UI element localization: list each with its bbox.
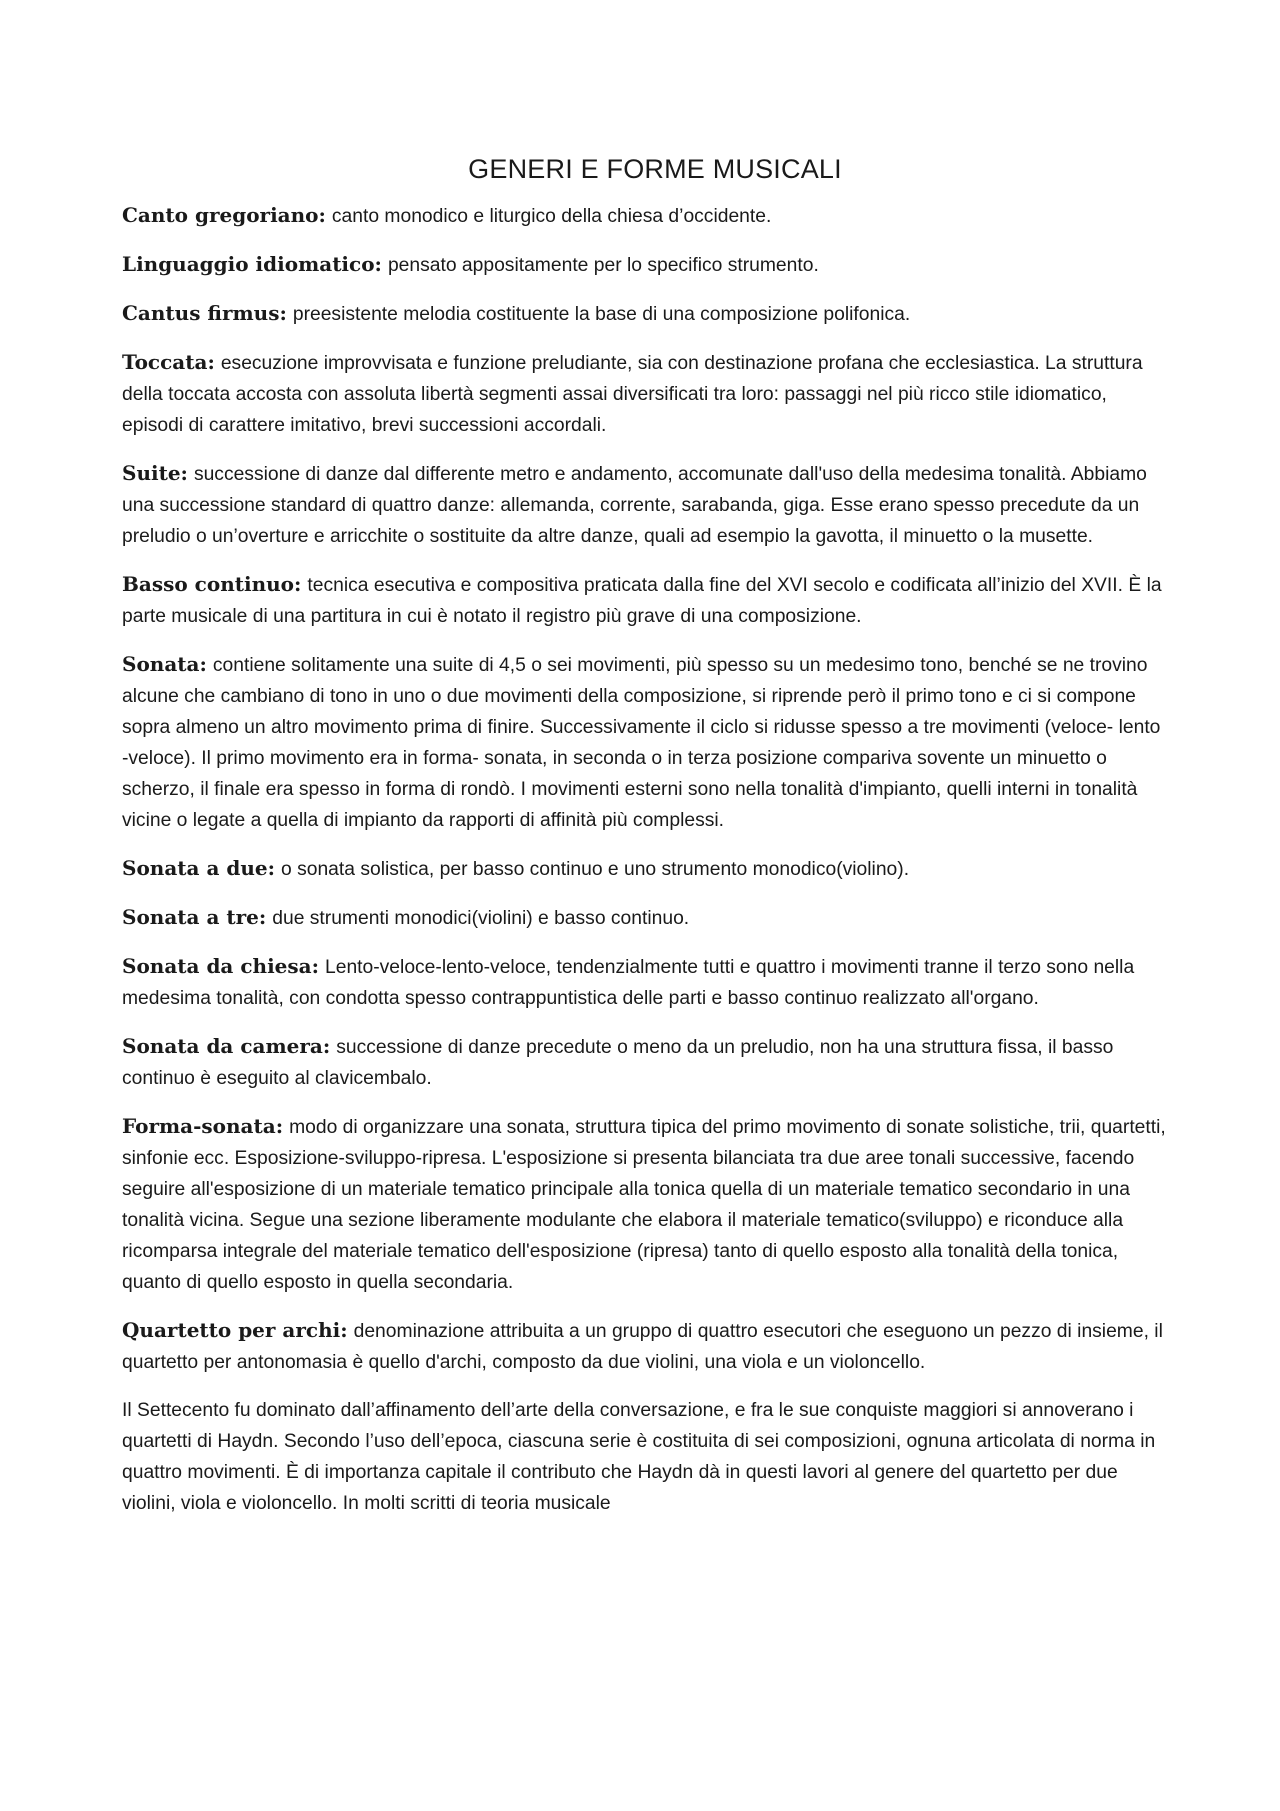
entry-sonata-da-camera	[122, 1031, 1168, 1094]
entry-definition: o sonata solistica, per basso continuo e uno strumento monodico(violino).	[281, 859, 910, 880]
entry-sonata-a-tre	[122, 902, 1168, 934]
entry-term: Forma-sonata:	[122, 1114, 284, 1138]
entry-cantus-firmus	[122, 298, 1168, 330]
entry-sonata-da-chiesa	[122, 951, 1168, 1014]
entry-term: Basso continuo:	[122, 572, 302, 596]
entry-term: Sonata a due:	[122, 856, 275, 880]
entry-definition: successione di danze dal differente metro e andamento, accomunate dall'uso della medesima tonalità. Abbiamo una successione standard di quattro danze: allemanda, corrente, sarabanda, giga. Esse erano spesso precedute da un preludio o un’overture e arricchite o sostituite da altre danze, quali ad esempio la gavotta, il minuetto o la musette.	[122, 464, 1147, 547]
entry-toccata	[122, 347, 1168, 441]
entry-term: Linguaggio idiomatico:	[122, 252, 382, 276]
entry-definition: pensato appositamente per lo specifico strumento.	[387, 255, 819, 276]
entry-term: Canto gregoriano:	[122, 203, 326, 227]
entry-definition: denominazione attribuita a un gruppo di quattro esecutori che eseguono un pezzo di insieme, il quartetto per antonomasia è quello d'archi, composto da due violini, una viola e un violoncello.	[122, 1321, 1163, 1373]
closing-paragraph: Il Settecento fu dominato dall’affinamento dell’arte della conversazione, e fra le sue conquiste maggiori si annoverano i quartetti di Haydn. Secondo l’uso dell’epoca, ciascuna serie è costituita di sei composizioni, ognuna articolata di norma in quattro movimenti. È di importanza capitale il contributo che Haydn dà in questi lavori al genere del quartetto per due violini, viola e violoncello. In molti scritti di teoria musicale	[122, 1400, 1156, 1514]
entry-term: Sonata:	[122, 652, 207, 676]
entry-term: Toccata:	[122, 350, 215, 374]
entry-linguaggio-idiomatico	[122, 249, 1168, 281]
entry-definition: modo di organizzare una sonata, struttura tipica del primo movimento di sonate solistiche, trii, quartetti, sinfonie ecc. Esposizione-sviluppo-ripresa. L'esposizione si presenta bilanciata tra due aree tonali successive, facendo seguire all'esposizione di un materiale tematico principale alla tonica quella di un materiale tematico secondario in una tonalità vicina. Segue una sezione liberamente modulante che elabora il materiale tematico(sviluppo) e riconduce alla ricomparsa integrale del materiale tematico dell'esposizione (ripresa) tanto di quello esposto alla tonalità della tonica, quanto di quello esposto in quella secondaria.	[122, 1117, 1166, 1293]
entry-definition: canto monodico e liturgico della chiesa d’occidente.	[331, 206, 772, 227]
entry-definition: contiene solitamente una suite di 4,5 o sei movimenti, più spesso su un medesimo tono, benché se ne trovino alcune che cambiano di tono in uno o due movimenti della composizione, si riprende però il primo tono e ci si compone sopra almeno un altro movimento prima di finire. Successivamente il ciclo si ridusse spesso a tre movimenti (veloce- lento -veloce). Il primo movimento era in forma- sonata, in seconda o in terza posizione compariva sovente un minuetto o scherzo, il finale era spesso in forma di rondò. I movimenti esterni sono nella tonalità d'impianto, quelli interni in tonalità vicine o legate a quella di impianto da rapporti di affinità più complessi.	[122, 655, 1161, 831]
entry-quartetto-per-archi	[122, 1315, 1168, 1378]
entry-forma-sonata	[122, 1111, 1168, 1298]
entry-definition: esecuzione improvvisata e funzione preludiante, sia con destinazione profana che ecclesiastica. La struttura della toccata accosta con assoluta libertà segmenti assai diversificati tra loro: passaggi nel più ricco stile idiomatico, episodi di carattere imitativo, brevi successioni accordali.	[122, 353, 1143, 436]
entry-definition: preesistente melodia costituente la base di una composizione polifonica.	[292, 304, 911, 325]
entry-sonata	[122, 649, 1168, 836]
entry-sonata-a-due	[122, 853, 1168, 885]
entry-term: Cantus firmus:	[122, 301, 287, 325]
entry-definition: tecnica esecutiva e compositiva praticata dalla fine del XVI secolo e codificata all’inizio del XVII. È la parte musicale di una partitura in cui è notato il registro più grave di una composizione.	[122, 575, 1162, 627]
entry-term: Sonata da camera:	[122, 1034, 331, 1058]
entry-term: Sonata da chiesa:	[122, 954, 319, 978]
entry-basso-continuo	[122, 569, 1168, 632]
page-title: GENERI E FORME MUSICALI	[468, 154, 842, 184]
entry-definition: due strumenti monodici(violini) e basso continuo.	[272, 908, 690, 929]
entry-term: Suite:	[122, 461, 188, 485]
entry-definition: successione di danze precedute o meno da un preludio, non ha una struttura fissa, il basso continuo è eseguito al clavicembalo.	[122, 1037, 1114, 1089]
entry-canto-gregoriano	[122, 200, 1168, 232]
entry-term: Quartetto per archi:	[122, 1318, 348, 1342]
entry-definition: Lento-veloce-lento-veloce, tendenzialmente tutti e quattro i movimenti tranne il terzo sono nella medesima tonalità, con condotta spesso contrappuntistica delle parti e basso continuo realizzato all'organo.	[122, 957, 1135, 1009]
document-page	[122, 152, 1168, 1536]
entry-suite	[122, 458, 1168, 552]
entry-term: Sonata a tre:	[122, 905, 267, 929]
